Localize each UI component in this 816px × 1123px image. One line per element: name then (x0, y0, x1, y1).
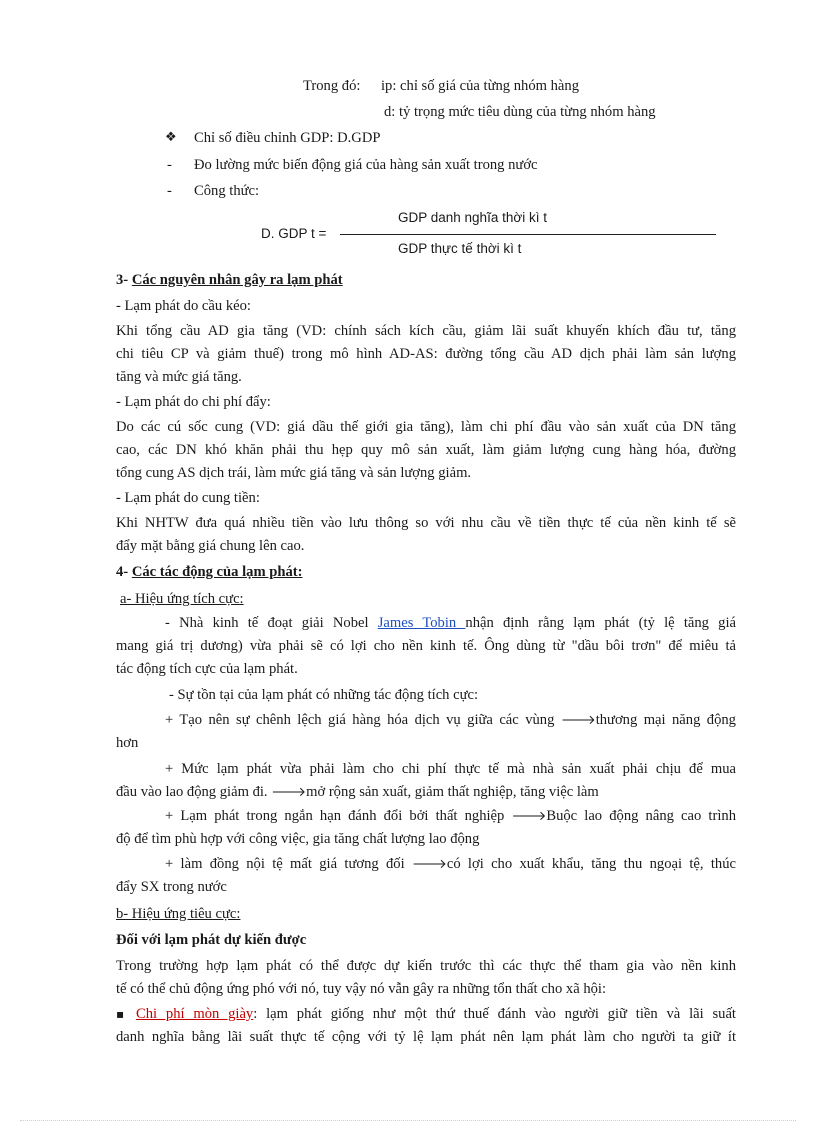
paragraph-line: tổng cung AS dịch trái, làm mức giá tăng và sản lượng giảm. (116, 465, 472, 481)
section-3-number: 3- (116, 272, 129, 288)
paragraph-line: độ để tìm phù hợp với công việc, gia tăng chất lượng lao động (116, 831, 480, 847)
right-arrow-icon: 🡒 (411, 857, 447, 872)
where-label: Trong đó: (303, 78, 361, 94)
square-bullet-icon: ▪ (116, 1007, 125, 1021)
tobin-paragraph-line (165, 614, 736, 632)
shoe-leather-term: Chi phí mòn giày (136, 1006, 254, 1022)
section-3-heading (116, 271, 343, 289)
paragraph-text: mở rộng sản xuất, giảm thất nghiệp, tăng việc làm (306, 784, 599, 800)
paragraph-line: đẩy mặt bằng giá chung lên cao. (116, 538, 305, 554)
cause-demand-label: - Lạm phát do cầu kéo: (116, 298, 251, 314)
paragraph-line: tác động tích cực của lạm phát. (116, 661, 298, 677)
fraction-line (340, 234, 716, 235)
deflator-description: Đo lường mức biến động giá của hàng sản xuất trong nước (194, 157, 538, 173)
paragraph-text: + Tạo nên sự chênh lệch giá hàng hóa dịch vụ giữa các vùng (165, 712, 561, 728)
dash-bullet: - (167, 183, 172, 199)
positive-effects-heading: a- Hiệu ứng tích cực: (120, 591, 244, 607)
paragraph-text: đầu vào lao động giảm đi. (116, 784, 272, 800)
section-4-title: Các tác động của lạm phát: (131, 564, 303, 580)
paragraph-line: danh nghĩa bằng lãi suất thực tế cộng với tỷ lệ lạm phát nên lạm phát làm cho người ta giữ ít (116, 1029, 736, 1045)
right-arrow-icon: 🡒 (271, 785, 307, 800)
diamond-bullet-icon: ❖ (165, 130, 177, 145)
paragraph-text: + Lạm phát trong ngắn hạn đánh đổi bởi thất nghiệp (165, 808, 512, 824)
shoe-leather-line (136, 1005, 736, 1023)
where-ip-text: ip: chỉ số giá của từng nhóm hàng (381, 78, 579, 94)
positive-effects-intro: - Sự tồn tại của lạm phát có những tác động tích cực: (169, 687, 479, 703)
paragraph-text: Buộc lao động nâng cao trình (546, 808, 736, 824)
expected-inflation-subheading: Đối với lạm phát dự kiến được (116, 932, 307, 948)
effect-item-line (116, 783, 599, 802)
paragraph-line: Khi tổng cầu AD gia tăng (VD: chính sách kích cầu, giảm lãi suất khuyến khích đầu tư, tăng (116, 323, 736, 339)
formula-label: Công thức: (194, 183, 260, 199)
paragraph-text: - Nhà kinh tế đoạt giải Nobel (165, 615, 378, 631)
paragraph-line: cao, các DN khó khăn phải thu hẹp quy mô sản xuất, làm giảm lượng cung hàng hóa, đường (116, 442, 736, 458)
formula-numerator: GDP danh nghĩa thời kì t (398, 210, 547, 225)
paragraph-line: mang giá trị dương) vừa phải sẽ có lợi cho nền kinh tế. Ông dùng từ "dầu bôi trơn" để miêu tả (116, 638, 736, 654)
james-tobin-link[interactable]: James Tobin (377, 615, 466, 631)
paragraph-text: thương mại năng động (595, 712, 736, 728)
paragraph-line: Trong trường hợp lạm phát có thể được dự kiến trước thì các thực thể tham gia vào nền kinh (116, 958, 736, 974)
paragraph-line: Do các cú sốc cung (VD: giá dầu thế giới gia tăng), làm chi phí đầu vào sản xuất của DN tăng (116, 419, 736, 435)
paragraph-line: hơn (116, 735, 139, 751)
effect-item-line (165, 855, 736, 874)
paragraph-line: chi tiêu CP và giảm thuế) trong mô hình AD-AS: đường tổng cầu AD dịch phải làm sản lượng (116, 346, 736, 362)
dash-bullet: - (167, 157, 172, 173)
section-3-title: Các nguyên nhân gây ra lạm phát (131, 272, 343, 288)
right-arrow-icon: 🡒 (560, 713, 596, 728)
formula-lhs: D. GDP t = (261, 226, 327, 241)
paragraph-line: đẩy SX trong nước (116, 879, 227, 895)
paragraph-text: + làm đồng nội tệ mất giá tương đối (165, 856, 412, 872)
page-bottom-divider (20, 1120, 796, 1121)
paragraph-line: tăng và mức giá tăng. (116, 369, 242, 385)
right-arrow-icon: 🡒 (511, 809, 547, 824)
paragraph-text: : lạm phát giống như một thứ thuế đánh vào người giữ tiền và lãi suất (253, 1006, 736, 1022)
formula-denominator: GDP thực tế thời kì t (398, 241, 522, 256)
section-4-heading (116, 563, 303, 581)
cause-cost-label: - Lạm phát do chi phí đẩy: (116, 394, 271, 410)
paragraph-line: Khi NHTW đưa quá nhiều tiền vào lưu thông so với nhu cầu về tiền thực tế của nền kinh tế sẽ (116, 515, 736, 531)
cause-money-label: - Lạm phát do cung tiền: (116, 490, 260, 506)
effect-item-line: + Mức lạm phát vừa phải làm cho chi phí thực tế mà nhà sản xuất phải chịu để mua (165, 761, 736, 777)
negative-effects-heading: b- Hiệu ứng tiêu cực: (116, 906, 241, 922)
paragraph-text: nhận định rằng lạm phát (tỷ lệ tăng giá (465, 615, 736, 631)
deflator-title: Chỉ số điều chỉnh GDP: D.GDP (194, 130, 381, 146)
section-4-number: 4- (116, 564, 129, 580)
paragraph-text: có lợi cho xuất khẩu, tăng thu ngoại tệ, thúc (446, 856, 736, 872)
paragraph-line: tế có thể chủ động ứng phó với nó, tuy vậy nó vẫn gây ra những tổn thất cho xã hội: (116, 981, 607, 997)
where-d-text: d: tỷ trọng mức tiêu dùng của từng nhóm hàng (384, 104, 656, 120)
effect-item-line (165, 711, 736, 730)
effect-item-line (165, 807, 736, 826)
